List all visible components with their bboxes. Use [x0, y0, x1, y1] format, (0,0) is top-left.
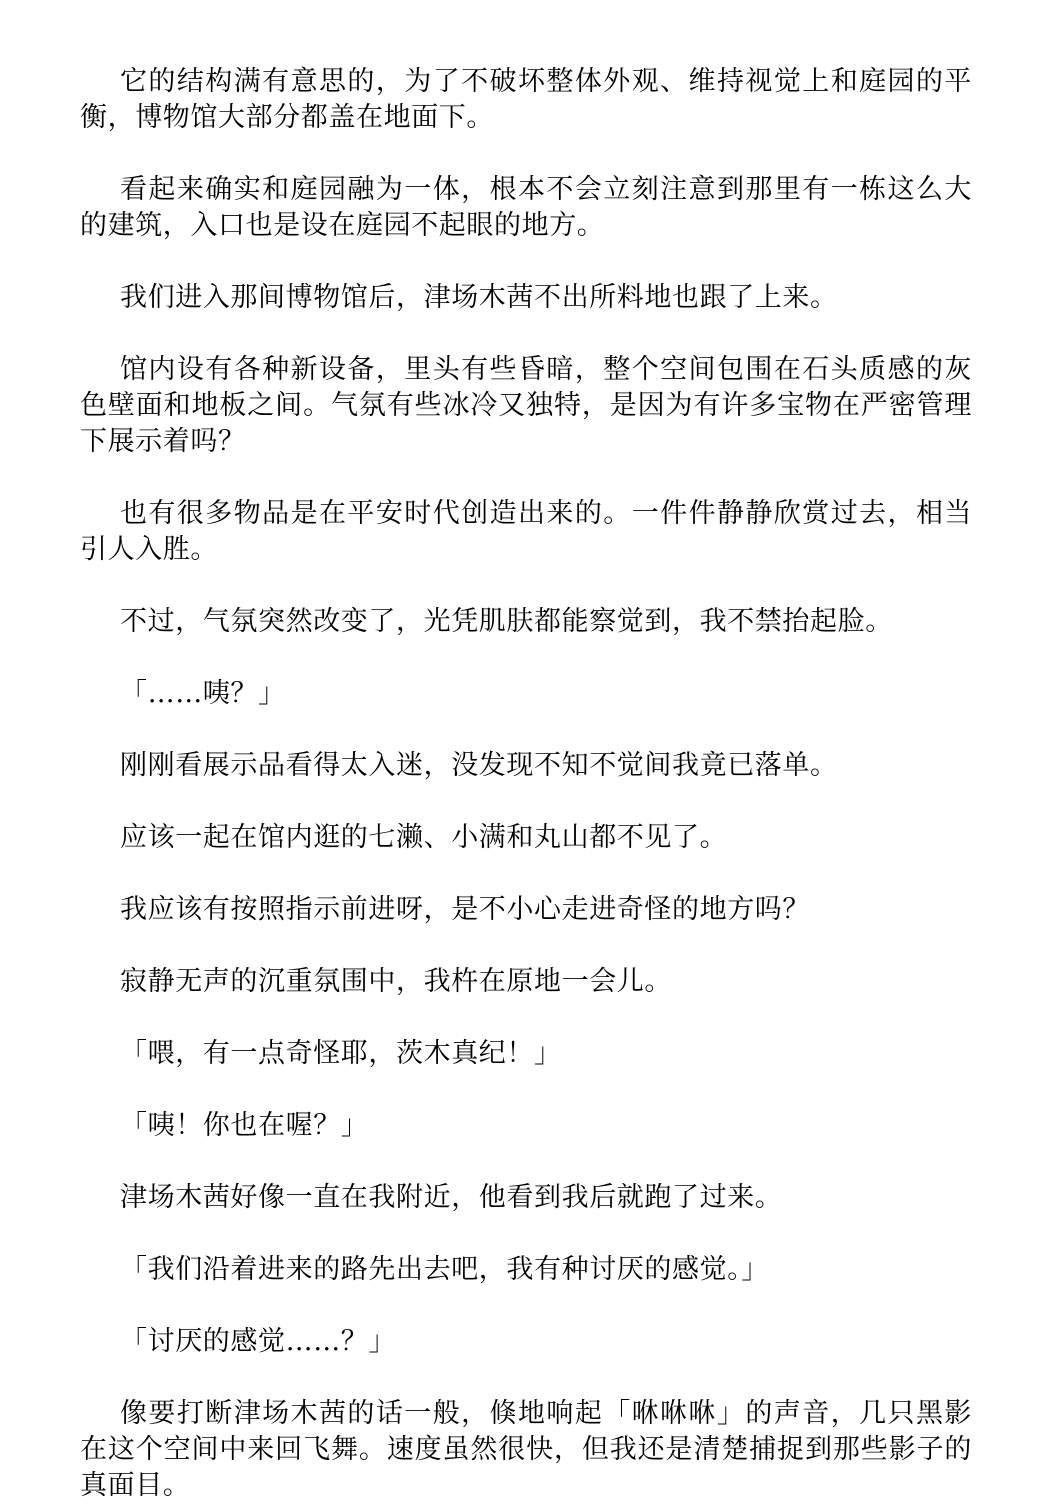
paragraph: 应该一起在馆内逛的七濑、小满和丸山都不见了。 [120, 822, 728, 853]
paragraph: 不过，气氛突然改变了，光凭肌肤都能察觉到，我不禁抬起脸。 [120, 606, 893, 637]
page-body [80, 64, 972, 1504]
paragraph: 像要打断津场木茜的话一般，倏地响起「咻咻咻」的声音，几只黑影在这个空间中来回飞舞。速度虽然很快，但我还是清楚捕捉到那些影子的真面目。 [80, 1398, 972, 1501]
paragraph: 它的结构满有意思的，为了不破坏整体外观、维持视觉上和庭园的平衡，博物馆大部分都盖在地面下。 [80, 66, 972, 133]
paragraph: 津场木茜好像一直在我附近，他看到我后就跑了过来。 [120, 1182, 783, 1213]
dialogue-line: 「讨厌的感觉……？」 [120, 1326, 396, 1357]
paragraph: 我们进入那间博物馆后，津场木茜不出所料地也跟了上来。 [120, 282, 838, 313]
dialogue-line: 「……咦？」 [120, 678, 286, 709]
dialogue-line: 「咦！你也在喔？」 [120, 1110, 369, 1141]
paragraph: 我应该有按照指示前进呀，是不小心走进奇怪的地方吗？ [120, 894, 810, 925]
paragraph: 寂静无声的沉重氛围中，我杵在原地一会儿。 [120, 966, 672, 997]
paragraph: 也有很多物品是在平安时代创造出来的。一件件静静欣赏过去，相当引人入胜。 [80, 498, 972, 565]
paragraph: 看起来确实和庭园融为一体，根本不会立刻注意到那里有一栋这么大的建筑，入口也是设在庭园不起眼的地方。 [80, 174, 972, 241]
paragraph: 馆内设有各种新设备，里头有些昏暗，整个空间包围在石头质感的灰色壁面和地板之间。气氛有些冰冷又独特，是因为有许多宝物在严密管理下展示着吗？ [80, 354, 972, 457]
dialogue-line: 「喂，有一点奇怪耶，茨木真纪！」 [120, 1038, 562, 1069]
dialogue-line: 「我们沿着进来的路先出去吧，我有种讨厌的感觉。」 [120, 1254, 769, 1285]
paragraph: 刚刚看展示品看得太入迷，没发现不知不觉间我竟已落单。 [120, 750, 838, 781]
